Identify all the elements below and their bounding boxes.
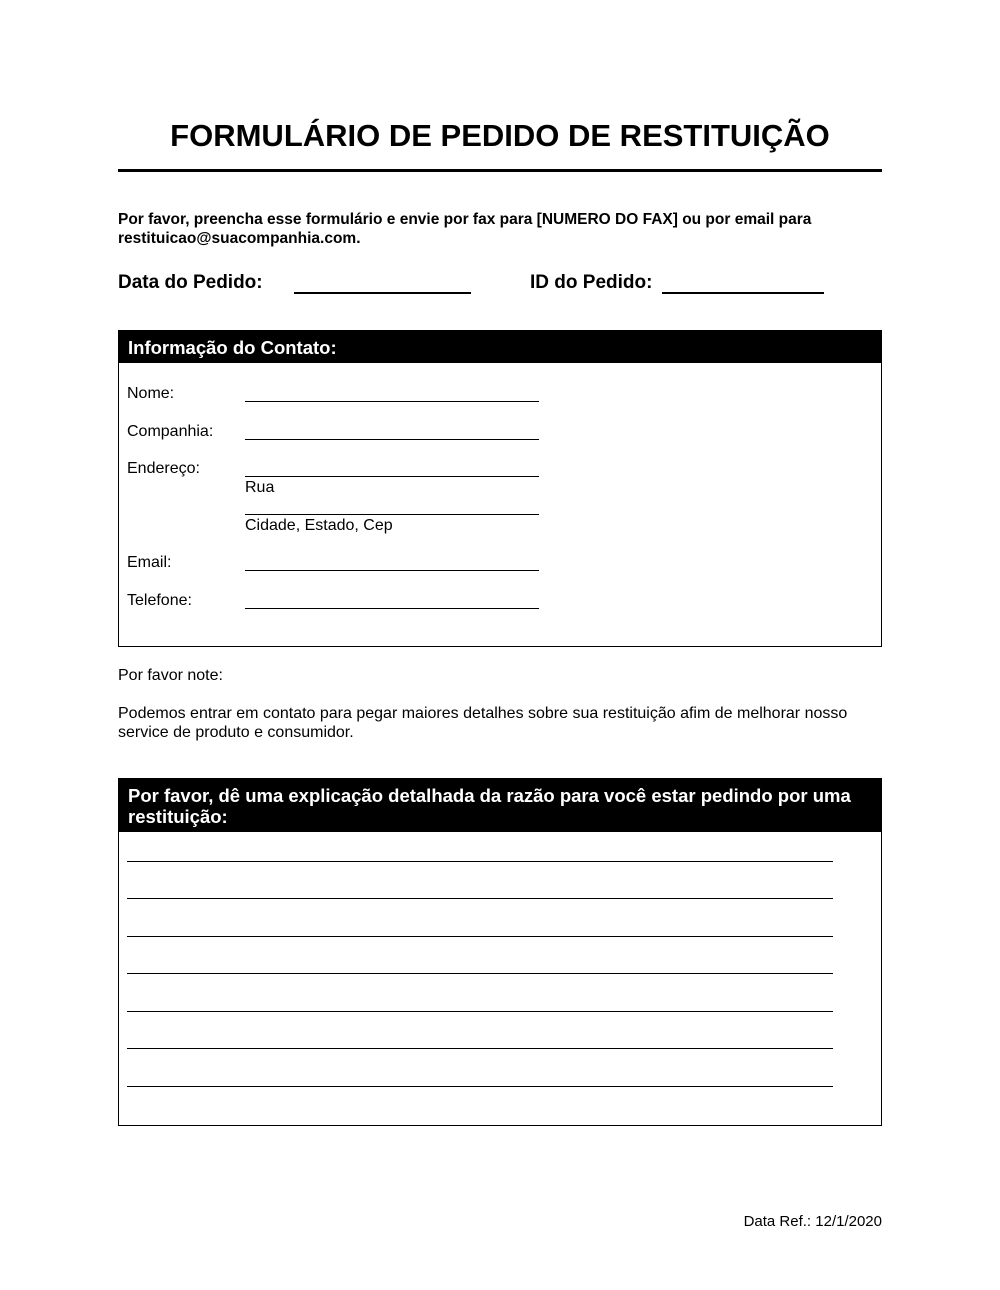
- order-date-field[interactable]: [294, 292, 471, 294]
- contact-info-header: Informação do Contato:: [119, 331, 881, 363]
- company-field[interactable]: [245, 439, 539, 440]
- order-id-label: ID do Pedido:: [530, 272, 653, 293]
- name-field[interactable]: [245, 401, 539, 402]
- contact-info-section: [118, 330, 882, 647]
- intro-text: Por favor, preencha esse formulário e envie por fax para [NUMERO DO FAX] ou por email para restituicao@suacompanhia.com.: [118, 211, 812, 247]
- explanation-line[interactable]: [127, 1011, 833, 1012]
- page-title: FORMULÁRIO DE PEDIDO DE RESTITUIÇÃO: [170, 118, 830, 153]
- note-body: Podemos entrar em contato para pegar maiores detalhes sobre sua restituição afim de melhorar nosso service de produto e consumidor.: [118, 705, 848, 741]
- explanation-line[interactable]: [127, 1048, 833, 1049]
- title-divider: [118, 169, 882, 172]
- city-state-zip-hint: Cidade, Estado, Cep: [245, 517, 393, 534]
- phone-label: Telefone:: [127, 592, 192, 609]
- explanation-header: Por favor, dê uma explicação detalhada da razão para você estar pedindo por uma restituição:: [119, 779, 881, 832]
- explanation-section: [118, 778, 882, 1126]
- address-label: Endereço:: [127, 460, 200, 477]
- explanation-line[interactable]: [127, 936, 833, 937]
- email-label: Email:: [127, 554, 172, 571]
- city-state-zip-field[interactable]: [245, 514, 539, 515]
- company-label: Companhia:: [127, 423, 214, 440]
- email-field[interactable]: [245, 570, 539, 571]
- explanation-line[interactable]: [127, 1086, 833, 1087]
- explanation-line[interactable]: [127, 973, 833, 974]
- street-field[interactable]: [245, 476, 539, 477]
- explanation-line[interactable]: [127, 898, 833, 899]
- footer-date-ref: Data Ref.: 12/1/2020: [743, 1213, 882, 1230]
- explanation-line[interactable]: [127, 861, 833, 862]
- order-date-label: Data do Pedido:: [118, 272, 263, 293]
- order-id-field[interactable]: [662, 292, 824, 294]
- note-label: Por favor note:: [118, 667, 223, 684]
- street-hint: Rua: [245, 479, 275, 496]
- phone-field[interactable]: [245, 608, 539, 609]
- name-label: Nome:: [127, 385, 175, 402]
